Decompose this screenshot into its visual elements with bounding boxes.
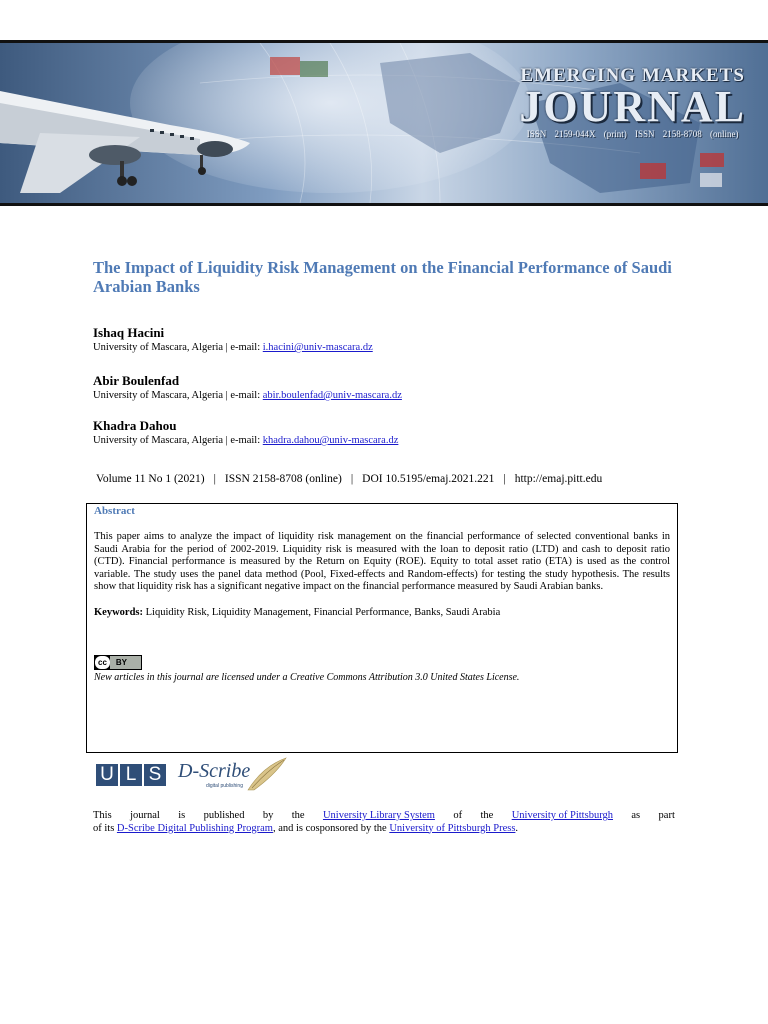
text: , and is cosponsored by the [272,822,390,834]
citation-line [96,473,602,485]
issn-online: ISSN 2158-8708 (online) [635,129,739,139]
abstract-text: This paper aims to analyze the impact of liquidity risk management on the financial performance of selected conventional banks in Saudi Arabia for the period of 2002-2019. Liquidity risk is measured with the loan to deposit ratio (LTD) and cash to deposit ratio (CTD). Financial performance is measured by the Return on Equity (ROE). Equity to total asset ratio (ETA) is used as the control variable. The study uses the panel data method (Pool, Fixed-effects and Random-effects) for testing the study hypothesis. The results show that liquidity risk has a significant negative impact on the financial performance measured by Saudi Arabian banks. [94,531,670,593]
author-name: Khadra Dahou [93,418,177,433]
journal-title-line2: JOURNAL [519,82,746,131]
word: the [291,810,305,821]
doi-info: DOI 10.5195/emaj.2021.221 [362,473,495,485]
article-title: The Impact of Liquidity Risk Management on the Financial Performance of Saudi Arabian Banks [93,258,672,296]
author-name: Ishaq Hacini [93,325,165,340]
uls-letter: L [120,764,142,786]
author-affiliation [93,389,402,402]
author-email-link[interactable]: abir.boulenfad@univ-mascara.dz [262,390,402,401]
affiliation-text: University of Mascara, Algeria | e-mail: [93,342,263,353]
author-block [93,325,373,354]
word: part [658,810,675,821]
journal-url[interactable]: http://emaj.pitt.edu [514,473,603,485]
keywords-label: Keywords: [94,606,143,618]
keywords [94,607,670,618]
affiliation-text: University of Mascara, Algeria | e-mail: [93,435,263,446]
by-icon: BY [110,656,141,669]
abstract-box [86,503,678,753]
volume-info: Volume 11 No 1 (2021) [96,473,205,485]
uls-link[interactable]: University Library System [322,810,435,821]
publisher-statement [93,810,675,835]
word: as [631,810,641,821]
license-text: New articles in this journal are licensed under a Creative Commons Attribution 3.0 United States License. [94,671,520,683]
author-name: Abir Boulenfad [93,373,180,388]
separator: | [350,473,354,485]
cc-license-badge[interactable] [94,655,142,670]
journal-banner [0,40,768,206]
uls-letter: U [96,764,118,786]
uls-logo[interactable] [96,764,168,786]
word: is [178,810,186,821]
author-email-link[interactable]: i.hacini@univ-mascara.dz [262,342,373,353]
abstract-heading: Abstract [94,505,135,517]
publisher-line-2 [93,823,675,836]
dscribe-logo[interactable] [178,756,288,796]
word: journal [130,810,160,821]
word: by [262,810,274,821]
word: of [453,810,463,821]
author-block [93,373,402,402]
text: . [515,822,519,834]
journal-issn [519,129,746,139]
publisher-line-1 [93,810,675,823]
author-email-link[interactable]: khadra.dahou@univ-mascara.dz [262,435,399,446]
word: This [93,810,112,821]
keywords-list: Liquidity Risk, Liquidity Management, Financial Performance, Banks, Saudi Arabia [145,606,501,618]
issn-info: ISSN 2158-8708 (online) [224,473,342,485]
pitt-link[interactable]: University of Pittsburgh [511,810,613,821]
affiliation-text: University of Mascara, Algeria | e-mail: [93,390,263,401]
journal-title [519,65,746,139]
journal-title-line1: EMERGING MARKETS [520,65,745,86]
author-block [93,418,398,447]
dscribe-wordmark: D-Scribe [178,760,251,782]
cc-icon: cc [95,656,110,669]
author-affiliation [93,434,398,447]
text: of its [93,822,117,834]
author-affiliation [93,341,373,354]
issn-print: ISSN 2159-044X (print) [526,129,627,139]
separator: | [503,473,506,485]
word: published [203,810,245,821]
dscribe-subtitle: digital publishing [206,783,243,789]
pitt-press-link[interactable]: University of Pittsburgh Press [389,822,516,834]
uls-letter: S [144,764,166,786]
separator: | [213,473,216,485]
dscribe-program-link[interactable]: D-Scribe Digital Publishing Program [116,822,273,834]
word: the [480,810,494,821]
